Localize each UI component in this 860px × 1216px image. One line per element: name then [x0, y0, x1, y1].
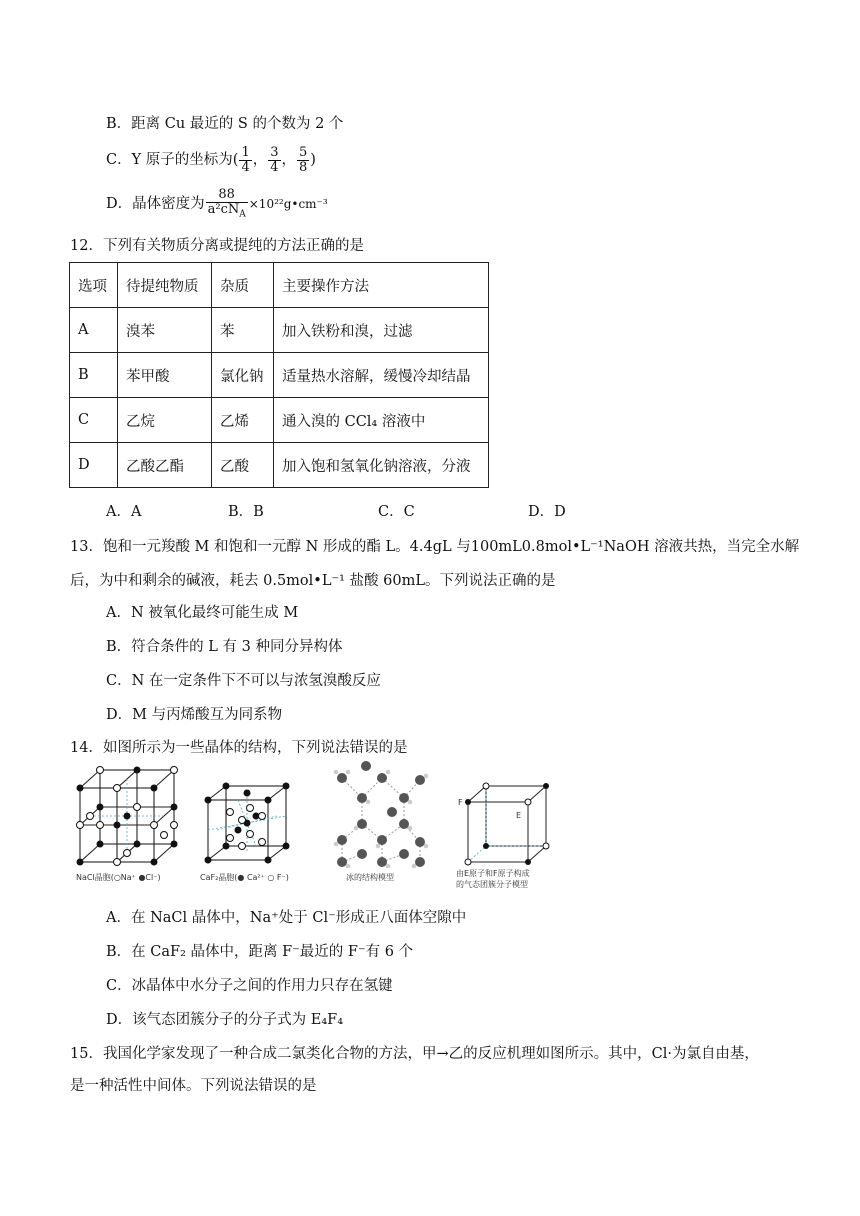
caf2-caption: CaF₂晶胞(● Ca²⁺ ○ F⁻) — [200, 873, 289, 882]
q14-option-a: A．在 NaCl 晶体中，Na⁺处于 Cl⁻形成正八面体空隙中 — [106, 910, 467, 926]
fraction: $\frac{1}{4}$ — [241, 145, 250, 175]
q11-d-suffix: ×10²²g•cm⁻³ — [248, 196, 328, 211]
table-header: 待提纯物质 — [118, 263, 212, 308]
fraction: $\frac{5}{8}$ — [299, 145, 308, 175]
q13-option-a: A．N 被氧化最终可能生成 M — [106, 605, 299, 621]
q12-stem: 12．下列有关物质分离或提纯的方法正确的是 — [70, 238, 364, 254]
table-cell: A — [70, 308, 118, 353]
table-row — [70, 353, 489, 398]
table-cell: 乙烯 — [212, 398, 274, 443]
density-fraction: $\frac{88}{a^2cN_A}$ — [207, 187, 246, 220]
label-e: E — [516, 811, 522, 820]
table-row — [70, 308, 489, 353]
table-cell: 加入饱和氢氧化钠溶液，分液 — [274, 443, 489, 488]
q14-option-d: D．该气态团簇分子的分子式为 E₄F₄ — [106, 1012, 344, 1028]
cluster-caption-line1: 由E原子和F原子构成 — [456, 869, 530, 878]
table-cell: B — [70, 353, 118, 398]
table-cell: 乙酸 — [212, 443, 274, 488]
q14-stem: 14．如图所示为一些晶体的结构，下列说法错误的是 — [70, 740, 408, 756]
q11-option-b: B．距离 Cu 最近的 S 的个数为 2 个 — [106, 116, 344, 132]
table-cell: 溴苯 — [118, 308, 212, 353]
cluster-molecule-figure — [454, 780, 554, 892]
choice-c: C．C — [378, 504, 415, 520]
q13-option-b: B．符合条件的 L 有 3 种同分异构体 — [106, 639, 343, 655]
q13-stem-line1: 13．饱和一元羧酸 M 和饱和一元醇 N 形成的酯 L。4.4gL 与100mL0.8mol•L⁻¹NaOH 溶液共热，当完全水解 — [70, 539, 800, 555]
table-header: 杂质 — [212, 263, 274, 308]
q11-option-c: C．Y 原子的坐标为( $\frac{1}{4}$ ， $\frac{3}{4}$ ， $\frac{5}{8}$ ) — [106, 145, 316, 175]
q13-option-d: D．M 与丙烯酸互为同系物 — [106, 707, 283, 723]
choice-d: D．D — [528, 504, 566, 520]
table-cell: 氯化钠 — [212, 353, 274, 398]
q15-stem-line1: 15．我国化学家发现了一种合成二氯类化合物的方法，甲→乙的反应机理如图所示。其中，Cl·为氯自由基， — [70, 1046, 759, 1062]
table-cell: 适量热水溶解，缓慢冷却结晶 — [274, 353, 489, 398]
label-f: F — [458, 798, 463, 807]
q12-table — [69, 262, 489, 488]
nacl-caption: NaCl晶胞(○Na⁺ ●Cl⁻) — [76, 873, 161, 882]
table-cell: 加入铁粉和溴，过滤 — [274, 308, 489, 353]
table-cell: 苯甲酸 — [118, 353, 212, 398]
table-header: 主要操作方法 — [274, 263, 489, 308]
q13-option-c: C．N 在一定条件下不可以与浓氢溴酸反应 — [106, 673, 381, 689]
q11-c-prefix: C．Y 原子的坐标为( — [106, 152, 239, 169]
table-cell: 通入溴的 CCl₄ 溶液中 — [274, 398, 489, 443]
ice-structure-figure — [322, 758, 434, 890]
table-cell: D — [70, 443, 118, 488]
q13-stem-line2: 后，为中和剩余的碱液，耗去 0.5mol•L⁻¹ 盐酸 60mL。下列说法正确的是 — [70, 573, 556, 589]
q11-option-d — [106, 188, 328, 220]
table-cell: 苯 — [212, 308, 274, 353]
table-header: 选项 — [70, 263, 118, 308]
table-cell: 乙酸乙酯 — [118, 443, 212, 488]
fraction: $\frac{3}{4}$ — [270, 145, 279, 175]
table-header-row — [70, 263, 489, 308]
q14-option-c: C．冰晶体中水分子之间的作用力只存在氢键 — [106, 978, 393, 994]
caf2-cell-figure — [198, 760, 302, 890]
ice-caption: 冰的结构模型 — [346, 873, 394, 882]
choice-b: B．B — [228, 504, 264, 520]
table-row — [70, 398, 489, 443]
table-cell: C — [70, 398, 118, 443]
cluster-caption-line2: 的气态团簇分子模型 — [456, 880, 528, 889]
table-cell: 乙烷 — [118, 398, 212, 443]
q15-stem-line2: 是一种活性中间体。下列说法错误的是 — [70, 1078, 317, 1094]
table-row — [70, 443, 489, 488]
q11-d-prefix: D．晶体密度为 — [106, 195, 205, 212]
q14-option-b: B．在 CaF₂ 晶体中，距离 F⁻最近的 F⁻有 6 个 — [106, 944, 414, 960]
nacl-cell-figure — [74, 760, 178, 890]
choice-a: A．A — [106, 504, 142, 520]
